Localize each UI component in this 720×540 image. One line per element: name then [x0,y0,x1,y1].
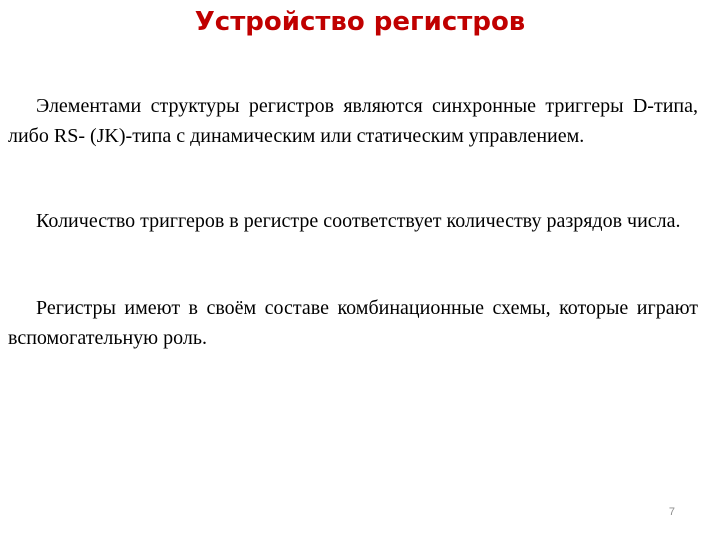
paragraph-combinational-circuits: Регистры имеют в своём составе комбинационные схемы, которые играют вспомогательную роль. [8,297,698,349]
paragraph-trigger-types: Элементами структуры регистров являются синхронные триггеры D-типа, либо RS- (JK)-типа с динамическим или статическим управлением. [8,95,698,147]
paragraph-trigger-count: Количество триггеров в регистре соответствует количеству разрядов числа. [36,210,681,232]
page-number: 7 [668,506,675,518]
slide-title: Устройство регистров [194,7,526,37]
